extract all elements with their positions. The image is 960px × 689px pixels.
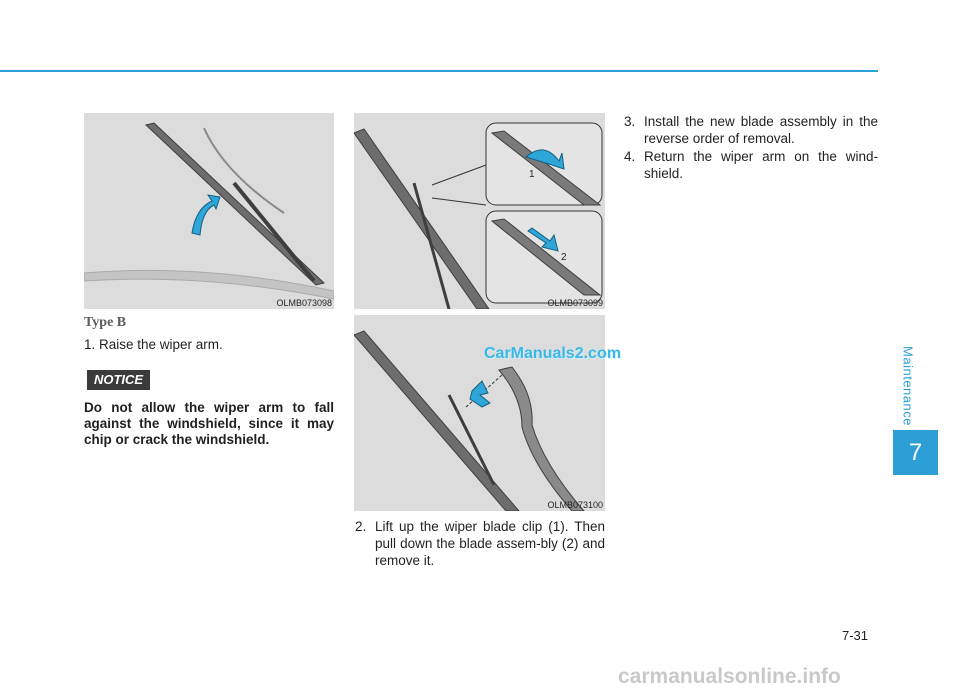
footer-watermark: carmanualsonline.info <box>618 665 841 688</box>
notice-text: Do not allow the wiper arm to fall against the windshield, since it may chip or crack the windshield. <box>84 400 334 447</box>
step-4-number: 4. <box>624 149 636 164</box>
step-1: 1. Raise the wiper arm. <box>84 337 223 352</box>
figure-code: OLMB073099 <box>547 298 603 308</box>
header-rule <box>0 70 878 72</box>
figure-raise-wiper-arm <box>84 113 334 309</box>
blade-clip-illustration <box>354 113 605 309</box>
step-3-number: 3. <box>624 114 636 129</box>
watermark: CarManuals2.com <box>484 345 621 362</box>
page-number: 7-31 <box>842 628 869 643</box>
notice-badge: NOTICE <box>87 370 150 390</box>
section-label-text: Maintenance <box>900 345 916 426</box>
step-3-text: Install the new blade assembly in the reverse order of removal. <box>644 114 878 146</box>
callout-2: 2 <box>561 252 567 263</box>
figure-code: OLMB073100 <box>547 500 603 510</box>
callout-1: 1 <box>529 169 535 180</box>
step-4 <box>624 148 878 184</box>
figure-code: OLMB073098 <box>276 298 332 308</box>
step-2 <box>355 518 605 578</box>
step-2-number: 2. <box>355 519 367 534</box>
step-4-text: Return the wiper arm on the wind-shield. <box>644 149 878 181</box>
chapter-number-tab: 7 <box>893 430 938 475</box>
section-heading: Type B <box>84 315 127 330</box>
section-tab-label <box>893 343 923 428</box>
step-2-text: Lift up the wiper blade clip (1). Then pull down the blade assem-bly (2) and remove it. <box>375 519 605 568</box>
step-3 <box>624 113 878 149</box>
figure-lift-blade-clip <box>354 113 605 309</box>
wiper-arm-illustration <box>84 113 334 309</box>
